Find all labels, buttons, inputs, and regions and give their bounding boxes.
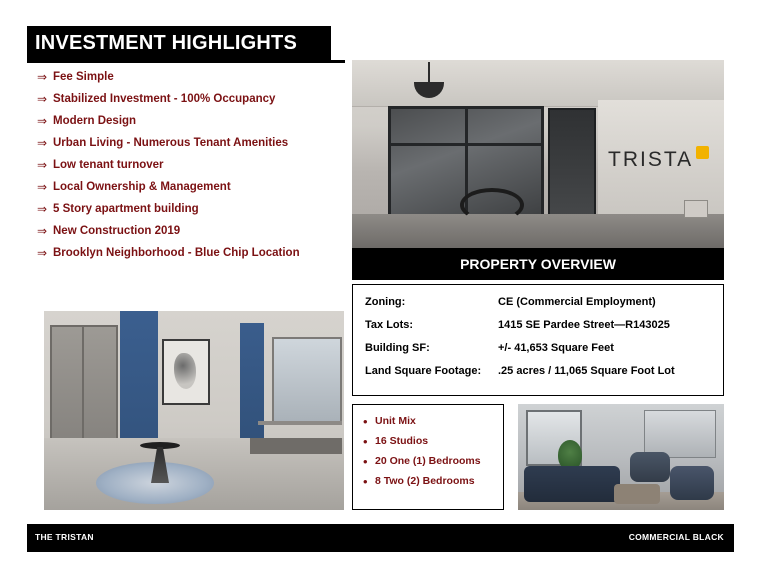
property-overview-table [352,284,724,396]
bullet-icon: • [363,454,368,469]
list-item [37,92,347,107]
list-item-label: 8 Two (2) Bedrooms [375,475,475,487]
lounge-chair-right [670,466,714,500]
page-title: INVESTMENT HIGHLIGHTS [35,32,297,54]
lounge-coffee-table [614,484,660,504]
unit-mix-box [352,404,504,510]
list-item-label: Modern Design [53,115,137,127]
list-item-label: 5 Story apartment building [53,203,199,215]
list-item-label: New Construction 2019 [53,225,181,237]
table-row [365,318,711,332]
list-item-label: Unit Mix [375,415,416,427]
lobby-photo [44,311,344,510]
list-item [37,114,347,129]
lobby-wall-art [162,339,210,405]
page-title-bar [27,26,331,60]
lobby-blue-wall-right [240,323,264,443]
footer-bar [27,524,734,552]
table-cell-value: CE (Commercial Employment) [498,296,656,308]
table-cell-key: Land Square Footage: [365,365,482,377]
table-row [365,295,711,309]
table-cell-value: 1415 SE Pardee Street—R143025 [498,319,670,331]
list-item-label: Local Ownership & Management [53,181,231,193]
list-item [363,455,495,468]
arrow-right-icon: ⇒ [37,158,48,172]
table-cell-key: Building SF: [365,342,430,354]
lounge-sofa [524,466,620,502]
lobby-bench [250,438,342,454]
slide-canvas [27,26,734,552]
arrow-right-icon: ⇒ [37,224,48,238]
list-item [363,475,495,488]
list-item-label: 16 Studios [375,435,429,447]
table-cell-key: Tax Lots: [365,319,414,331]
arrow-right-icon: ⇒ [37,70,48,84]
list-item-label: Fee Simple [53,71,114,83]
table-cell-key: Zoning: [365,296,406,308]
list-item [37,246,347,261]
footer-left-label: THE TRISTAN [35,532,94,542]
table-row [365,364,711,378]
entry-door [548,108,596,222]
list-item [37,180,347,195]
tristan-logo-accent [696,146,709,159]
bullet-icon: • [363,414,368,429]
entry-hoop-object [460,188,524,222]
property-overview-title: PROPERTY OVERVIEW [460,256,616,272]
lounge-photo [518,404,724,510]
list-item [363,415,495,428]
lounge-chair-left [630,452,670,482]
list-item [37,136,347,151]
arrow-right-icon: ⇒ [37,202,48,216]
entry-floor [352,214,724,248]
lobby-table-base [151,447,169,483]
entry-wall-box [684,200,708,218]
arrow-right-icon: ⇒ [37,114,48,128]
list-item-label: 20 One (1) Bedrooms [375,455,481,467]
arrow-right-icon: ⇒ [37,92,48,106]
arrow-right-icon: ⇒ [37,136,48,150]
list-item [37,70,347,85]
lobby-side-table [140,442,180,486]
table-cell-value: .25 acres / 11,065 Square Foot Lot [498,365,675,377]
table-row [365,341,711,355]
list-item-label: Low tenant turnover [53,159,164,171]
lounge-wall-panel [644,410,716,458]
list-item [37,158,347,173]
investment-highlights-list [37,70,347,268]
list-item [37,224,347,239]
list-item [363,435,495,448]
title-underline [27,60,345,63]
list-item-label: Urban Living - Numerous Tenant Amenities [53,137,289,149]
lobby-handrail [258,421,342,425]
list-item [37,202,347,217]
list-item-label: Stabilized Investment - 100% Occupancy [53,93,276,105]
list-item-label: Brooklyn Neighborhood - Blue Chip Location [53,247,300,259]
entry-glass-mullion-horizontal [391,143,541,146]
property-overview-banner [352,248,724,280]
tristan-wordmark: TRISTA [608,148,694,171]
bullet-icon: • [363,434,368,449]
arrow-right-icon: ⇒ [37,246,48,260]
arrow-right-icon: ⇒ [37,180,48,194]
footer-right-label: COMMERCIAL BLACK [628,532,724,542]
building-entry-photo [352,60,724,248]
lobby-window [272,337,342,425]
bullet-icon: • [363,474,368,489]
table-cell-value: +/- 41,653 Square Feet [498,342,614,354]
